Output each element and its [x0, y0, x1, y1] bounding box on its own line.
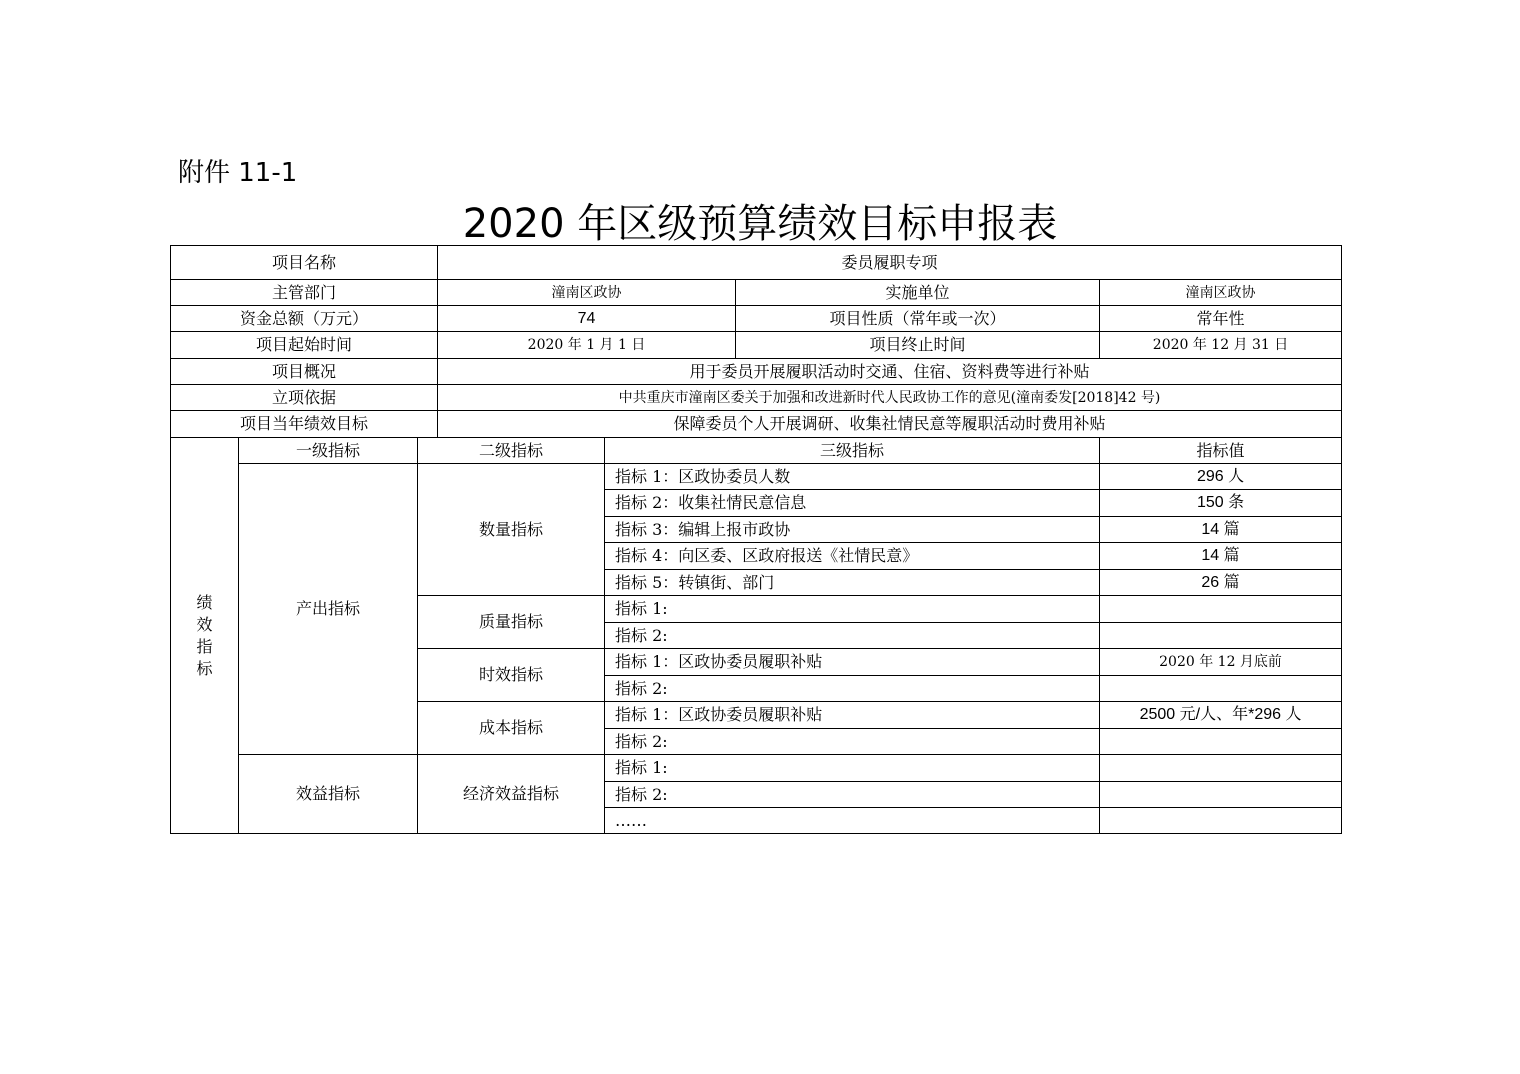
benefit-indicator-label: 效益指标: [239, 755, 418, 834]
dept-value: 潼南区政协: [438, 280, 736, 306]
timeliness-indicator-label: 时效指标: [418, 649, 605, 702]
indicator-value: [1100, 676, 1342, 702]
nature-label: 项目性质（常年或一次）: [736, 306, 1100, 332]
indicator-value: 14 篇: [1100, 543, 1342, 570]
impl-label: 实施单位: [736, 280, 1100, 306]
quantity-indicator-label: 数量指标: [418, 464, 605, 596]
indicator-name: 指标 1：区政协委员人数: [605, 464, 1100, 490]
indicator-name: 指标 1：区政协委员履职补贴: [605, 702, 1100, 729]
project-name-label: 项目名称: [171, 246, 438, 280]
fund-label: 资金总额（万元）: [171, 306, 438, 332]
end-value: 2020 年 12 月 31 日: [1100, 332, 1342, 359]
indicator-name: 指标 2:: [605, 782, 1100, 808]
dept-label: 主管部门: [171, 280, 438, 306]
overview-label: 项目概况: [171, 359, 438, 385]
end-label: 项目终止时间: [736, 332, 1100, 359]
indicator-name: ……: [605, 808, 1100, 834]
indicator-name: 指标 4：向区委、区政府报送《社情民意》: [605, 543, 1100, 570]
overview-value: 用于委员开展履职活动时交通、住宿、资料费等进行补贴: [438, 359, 1342, 385]
start-label: 项目起始时间: [171, 332, 438, 359]
indicator-value: [1100, 808, 1342, 834]
indicator-name: 指标 3：编辑上报市政协: [605, 517, 1100, 543]
indicator-name: 指标 5：转镇街、部门: [605, 570, 1100, 596]
indicator-name: 指标 2:: [605, 623, 1100, 649]
header-level1: 一级指标: [239, 438, 418, 464]
economic-benefit-text: 经济效益指标: [463, 784, 560, 803]
indicator-value: 14 篇: [1100, 517, 1342, 543]
output-indicator-label: 产出指标: [239, 464, 418, 755]
indicator-value: 26 篇: [1100, 570, 1342, 596]
header-level2: 二级指标: [418, 438, 605, 464]
indicator-name: 指标 2:: [605, 729, 1100, 755]
indicator-value: [1100, 623, 1342, 649]
performance-indicators-section: [171, 438, 239, 834]
indicator-name: 指标 2:: [605, 676, 1100, 702]
project-name-value: 委员履职专项: [438, 246, 1342, 280]
page-title: 2020 年区级预算绩效目标申报表: [462, 201, 1058, 247]
goal-label: 项目当年绩效目标: [171, 411, 438, 438]
section-label: 绩效指标: [196, 592, 213, 678]
indicator-value: [1100, 596, 1342, 623]
indicator-value: 2020 年 12 月底前: [1100, 649, 1342, 676]
impl-value: 潼南区政协: [1100, 280, 1342, 306]
goal-value: 保障委员个人开展调研、收集社情民意等履职活动时费用补贴: [438, 411, 1342, 438]
basis-value: 中共重庆市潼南区委关于加强和改进新时代人民政协工作的意见(潼南委发[2018]42 号): [438, 385, 1342, 411]
indicator-value: 296 人: [1100, 464, 1342, 490]
indicator-name: 指标 1:: [605, 596, 1100, 623]
quality-indicator-label: 质量指标: [418, 596, 605, 649]
attachment-label: 附件 11-1: [178, 158, 298, 188]
cost-indicator-label: 成本指标: [418, 702, 605, 755]
basis-label: 立项依据: [171, 385, 438, 411]
indicator-value: [1100, 782, 1342, 808]
indicator-name: 指标 2：收集社情民意信息: [605, 490, 1100, 517]
indicator-value: [1100, 755, 1342, 782]
economic-benefit-indicator-label: [418, 755, 605, 834]
nature-value: 常年性: [1100, 306, 1342, 332]
header-level3: 三级指标: [605, 438, 1100, 464]
indicator-name: 指标 1：区政协委员履职补贴: [605, 649, 1100, 676]
indicator-value: 2500 元/人、年*296 人: [1100, 702, 1342, 729]
indicator-value: [1100, 729, 1342, 755]
indicator-value: 150 条: [1100, 490, 1342, 517]
start-value: 2020 年 1 月 1 日: [438, 332, 736, 359]
header-value: 指标值: [1100, 438, 1342, 464]
fund-value: 74: [438, 306, 736, 332]
indicator-name: 指标 1:: [605, 755, 1100, 782]
performance-target-table: [170, 245, 1342, 834]
